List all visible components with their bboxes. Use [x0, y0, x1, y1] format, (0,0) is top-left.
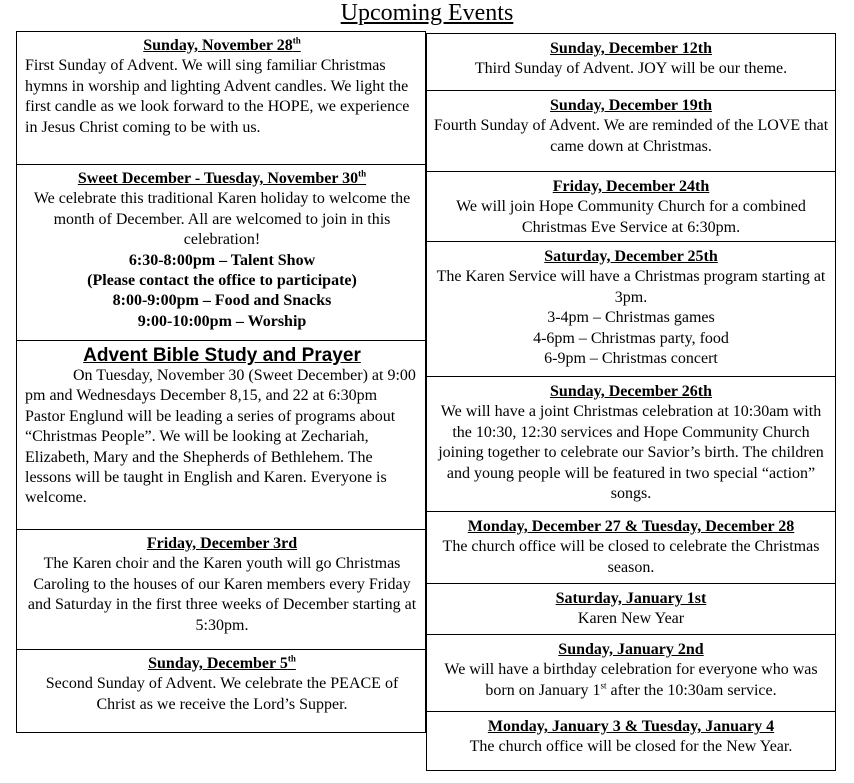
schedule-item: 9:00-10:00pm – Worship [137, 312, 307, 330]
left-column [16, 32, 426, 733]
event-nov-28 [16, 31, 426, 165]
schedule-item: 3-4pm – Christmas games [547, 309, 715, 327]
event-heading: Saturday, January 1st [555, 590, 707, 607]
event-heading: Sunday, December 12th [550, 40, 712, 57]
event-dec-12 [426, 33, 836, 91]
event-body: Karen New Year [577, 610, 685, 628]
event-heading: Sunday, January 2nd [558, 641, 704, 658]
schedule-item: (Please contact the office to participate) [87, 272, 357, 290]
event-body: Fourth Sunday of Advent. We are reminded of the LOVE that came down at Christmas. [433, 117, 829, 155]
event-jan-3-4 [426, 711, 836, 771]
event-heading: Friday, December 24th [552, 178, 710, 195]
schedule-item: 8:00-9:00pm – Food and Snacks [112, 292, 332, 310]
event-heading: Monday, January 3 & Tuesday, January 4 [487, 718, 775, 735]
event-heading: Sunday, December 19th [550, 97, 712, 114]
event-heading: Friday, December 3rd [146, 535, 298, 552]
event-dec-3 [16, 529, 426, 650]
event-dec-25 [426, 241, 836, 377]
event-body: Third Sunday of Advent. JOY will be our theme. [474, 60, 788, 78]
event-body: The church office will be closed to celebrate the Christmas season. [442, 538, 820, 576]
event-advent-bible-study [16, 340, 426, 530]
event-jan-1 [426, 583, 836, 635]
event-body: The church office will be closed for the New Year. [469, 738, 793, 756]
event-body: We celebrate this traditional Karen holiday to welcome the month of December. All are welcomed to join in this celebration! [33, 190, 411, 249]
schedule-item: 6-9pm – Christmas concert [544, 350, 718, 368]
event-body: We will join Hope Community Church for a combined Christmas Eve Service at 6:30pm. [456, 198, 806, 236]
event-dec-19 [426, 90, 836, 172]
event-body: The Karen Service will have a Christmas program starting at 3pm. [436, 268, 826, 306]
event-jan-2 [426, 634, 836, 712]
event-heading: Sweet December - Tuesday, November 30th [77, 168, 367, 187]
event-heading: Saturday, December 25th [544, 248, 718, 265]
right-column [426, 34, 836, 771]
schedule-item: 6:30-8:00pm – Talent Show [128, 251, 316, 269]
event-sweet-december [16, 164, 426, 341]
event-dec-5 [16, 649, 426, 733]
event-body: We will have a joint Christmas celebration at 10:30am with the 10:30, 12:30 services and Hope Community Church joining together to celebrate our Savior’s birth. The children and young people will be featured in two special “action” songs. [438, 403, 824, 503]
event-heading: Sunday, December 5th [148, 653, 296, 672]
event-body: First Sunday of Advent. We will sing familiar Christmas hymns in worship and lighting Advent candles. We light the first candle as we look forward to the HOPE, we experience in Jesus Christ coming to be with us. [25, 57, 410, 136]
event-dec-26 [426, 376, 836, 512]
schedule-item: 4-6pm – Christmas party, food [533, 329, 729, 347]
event-body: We will have a birthday celebration for everyone who was born on January 1st after the 10:30am service. [444, 661, 818, 699]
event-heading: Sunday, December 26th [550, 383, 712, 400]
event-body: On Tuesday, November 30 (Sweet December) at 9:00 pm and Wednesdays December 8,15, and 22 at 6:30pm Pastor Englund will be leading a series of programs about “Christmas People”. We will be looking at Zechariah, Elizabeth, Mary and the Shepherds of Bethlehem. The lessons will be taught in English and Karen. Everyone is welcome. [25, 367, 416, 507]
event-heading: Advent Bible Study and Prayer [83, 345, 361, 366]
event-heading: Monday, December 27 & Tuesday, December 28 [467, 518, 795, 535]
event-dec-24 [426, 171, 836, 242]
event-body: Second Sunday of Advent. We celebrate the PEACE of Christ as we receive the Lord’s Supper. [45, 675, 399, 713]
event-body: The Karen choir and the Karen youth will go Christmas Caroling to the houses of our Karen members every Friday and Saturday in the first three weeks of December starting at 5:30pm. [27, 555, 417, 634]
page-title: Upcoming Events [340, 0, 514, 26]
event-dec-27-28 [426, 511, 836, 584]
event-heading: Sunday, November 28th [143, 35, 301, 54]
